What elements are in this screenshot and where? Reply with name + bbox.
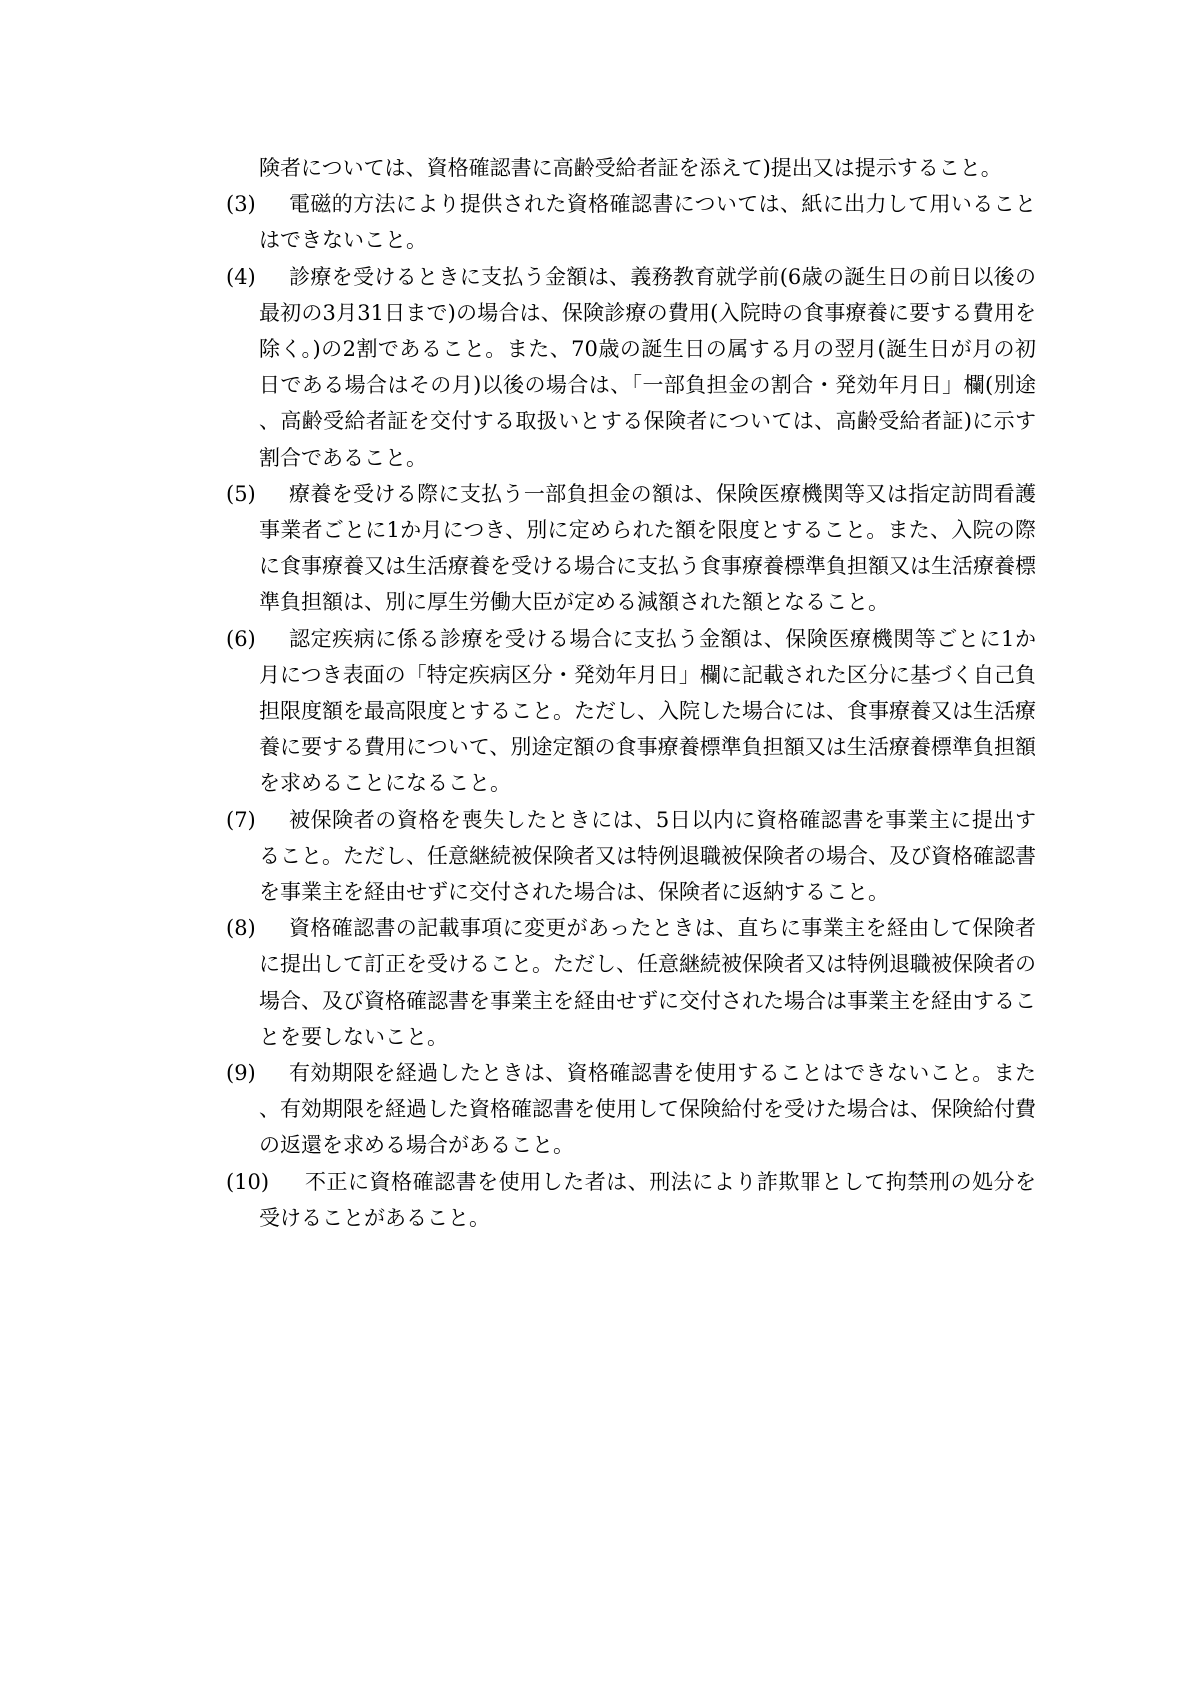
continuation-paragraph (232, 150, 1036, 186)
item-text: 被保険者の資格を喪失したときには、5日以内に資格確認書を事業主に提出すること。ただし、任意継続被保険者又は特例退職被保険者の場合、及び資格確認書を事業主を経由せずに交付された場合は、保険者に返納すること。 (259, 807, 1036, 905)
item-number: (3) (226, 192, 256, 217)
item-number: (10) (226, 1169, 270, 1194)
item-text: 診療を受けるときに支払う金額は、義務教育就学前(6歳の誕生日の前日以後の最初の3月31日まで)の場合は、保険診療の費用(入院時の食事療養に要する費用を除く。)の2割であること。また、70歳の誕生日の属する月の翌月(誕生日が月の初日である場合はその月)以後の場合は、「一部負担金の割合・発効年月日」欄(別途、高齢受給者証を交付する取扱いとする保険者については、高齢受給者証)に示す割合であること。 (259, 264, 1036, 470)
document-body (226, 150, 1036, 1236)
list-item-9 (226, 1055, 1036, 1164)
item-text: 不正に資格確認書を使用した者は、刑法により詐欺罪として拘禁刑の処分を受けることがあること。 (259, 1169, 1036, 1230)
item-number: (7) (226, 807, 256, 832)
item-number: (6) (226, 626, 256, 651)
continuation-text: 険者については、資格確認書に高齢受給者証を添えて)提出又は提示すること。 (259, 156, 1002, 180)
list-item-5 (226, 476, 1036, 621)
list-item-8 (226, 910, 1036, 1055)
item-text: 資格確認書の記載事項に変更があったときは、直ちに事業主を経由して保険者に提出して訂正を受けること。ただし、任意継続被保険者又は特例退職被保険者の場合、及び資格確認書を事業主を経由せずに交付された場合は事業主を経由することを要しないこと。 (259, 916, 1036, 1049)
item-text: 電磁的方法により提供された資格確認書については、紙に出力して用いることはできないこと。 (259, 192, 1036, 253)
item-text: 療養を受ける際に支払う一部負担金の額は、保険医療機関等又は指定訪問看護事業者ごとに1か月につき、別に定められた額を限度とすること。また、入院の際に食事療養又は生活療養を受ける場合に支払う食事療養標準負担額又は生活療養標準負担額は、別に厚生労働大臣が定める減額された額となること。 (259, 481, 1036, 615)
item-number: (8) (226, 916, 256, 941)
item-number: (9) (226, 1061, 256, 1086)
item-number: (4) (226, 264, 256, 289)
item-text: 有効期限を経過したときは、資格確認書を使用することはできないこと。また、有効期限を経過した資格確認書を使用して保険給付を受けた場合は、保険給付費の返還を求める場合があること。 (259, 1061, 1036, 1158)
list-item-7 (226, 802, 1036, 911)
item-number: (5) (226, 481, 256, 506)
list-item-10 (226, 1164, 1036, 1236)
list-item-3 (226, 186, 1036, 258)
item-text: 認定疾病に係る診療を受ける場合に支払う金額は、保険医療機関等ごとに1か月につき表面の「特定疾病区分・発効年月日」欄に記載された区分に基づく自己負担限度額を最高限度とすること。ただし、入院した場合には、食事療養又は生活療養に要する費用について、別途定額の食事療養標準負担額又は生活療養標準負担額を求めることになること。 (259, 626, 1036, 796)
list-item-6 (226, 621, 1036, 802)
list-item-4 (226, 259, 1036, 476)
